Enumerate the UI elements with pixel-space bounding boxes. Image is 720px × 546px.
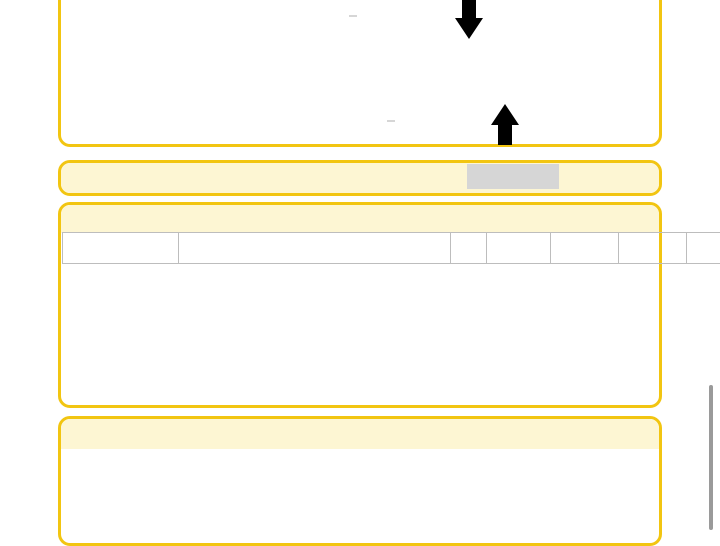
end-energy-value	[349, 15, 357, 17]
end-energy-arrow-icon	[454, 0, 484, 40]
header-primaerfaktor	[451, 233, 487, 264]
primary-energy-value	[387, 120, 395, 122]
header-klimafaktor	[687, 233, 720, 264]
mini-scale-ticks	[92, 474, 343, 484]
mini-gradient-bar	[92, 485, 343, 495]
scrollbar-thumb[interactable]	[709, 385, 713, 530]
header-energieverbrauch	[487, 233, 551, 264]
header-heizung	[619, 233, 687, 264]
header-energietraeger	[179, 233, 451, 264]
summary-box	[58, 160, 662, 196]
mini-class-bar	[92, 462, 343, 473]
header-zeitraum	[63, 233, 179, 264]
energy-gradient-bar-bottom	[94, 82, 614, 102]
table-header-row	[63, 233, 720, 264]
energy-class-bar-top	[94, 42, 614, 62]
primary-energy-arrow-icon	[490, 104, 520, 146]
header-warmwasser	[551, 233, 619, 264]
summary-value	[467, 164, 559, 189]
consumption-table	[62, 232, 720, 264]
scale-ticks	[94, 64, 614, 80]
reference-labels	[92, 498, 352, 530]
